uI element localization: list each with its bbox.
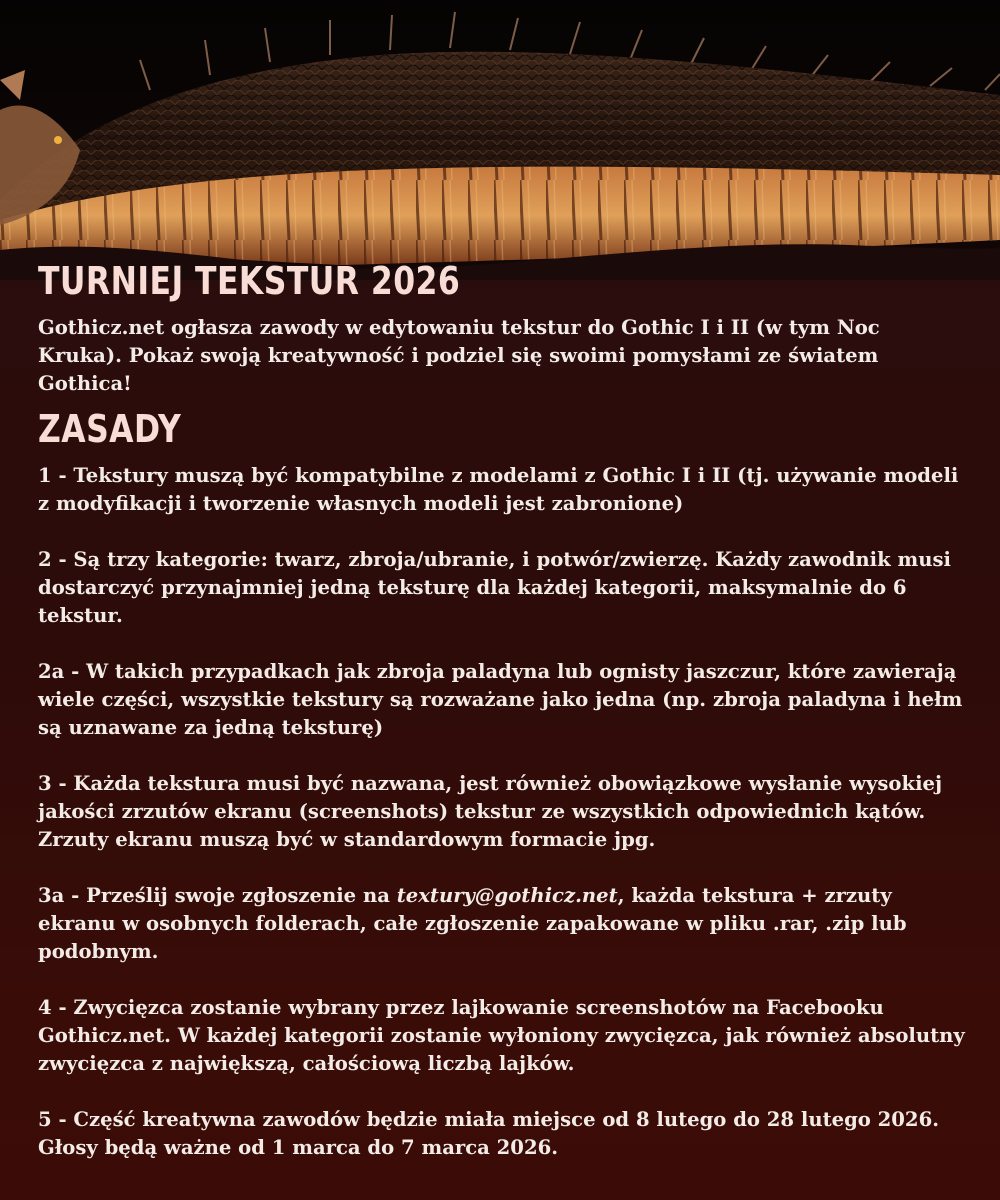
announcement-content [38, 256, 968, 1190]
rule-3a [38, 882, 968, 966]
intro-paragraph: Gothicz.net ogłasza zawody w edytowaniu tekstur do Gothic I i II (w tym Noc Kruka). Pokaż swoją kreatywność i podziel się swoimi pomysłami ze światem Gothica! [38, 316, 880, 395]
rule-3: 3 - Każda tekstura musi być nazwana, jest również obowiązkowe wysłanie wysokiej jakości zrzutów ekranu (screenshots) tekstur ze wszystkich odpowiednich kątów. Zrzuty ekranu muszą być w standardowym formacie jpg. [38, 772, 943, 851]
dragon-banner-image [0, 0, 1000, 280]
rule-5: 5 - Część kreatywna zawodów będzie miała miejsce od 8 lutego do 28 lutego 2026. Głosy będą ważne od 1 marca do 7 marca 2026. [38, 1108, 940, 1159]
rule-2a: 2a - W takich przypadkach jak zbroja paladyna lub ognisty jaszczur, które zawierają wiele części, wszystkie tekstury są rozważane jako jedna (np. zbroja paladyna i hełm są uznawane za jedną teksturę) [38, 660, 963, 739]
rule-3a-prefix: 3a - Prześlij swoje zgłoszenie na [38, 884, 397, 907]
rule-2: 2 - Są trzy kategorie: twarz, zbroja/ubranie, i potwór/zwierzę. Każdy zawodnik musi dostarczyć przynajmniej jedną teksturę dla każdej kategorii, maksymalnie do 6 tekstur. [38, 548, 951, 627]
rules-list [38, 462, 968, 1162]
rule-4: 4 - Zwycięzca zostanie wybrany przez lajkowanie screenshotów na Facebooku Gothicz.net. W każdej kategorii zostanie wyłoniony zwycięzca, jak również absolutny zwycięzca z największą, całościową liczbą lajków. [38, 996, 965, 1075]
page-title: TURNIEJ TEKSTUR 2026 [38, 259, 461, 303]
rule-3a-suffix: , każda tekstura + zrzuty ekranu w osobnych folderach, całe zgłoszenie zapakowane w pliku .rar, .zip lub podobnym. [38, 884, 907, 963]
rule-1: 1 - Tekstury muszą być kompatybilne z modelami z Gothic I i II (tj. używanie modeli z modyfikacji i tworzenie własnych modeli jest zabronione) [38, 464, 959, 515]
submission-email[interactable]: textury@gothicz.net [396, 884, 618, 907]
rules-heading: ZASADY [38, 407, 182, 451]
